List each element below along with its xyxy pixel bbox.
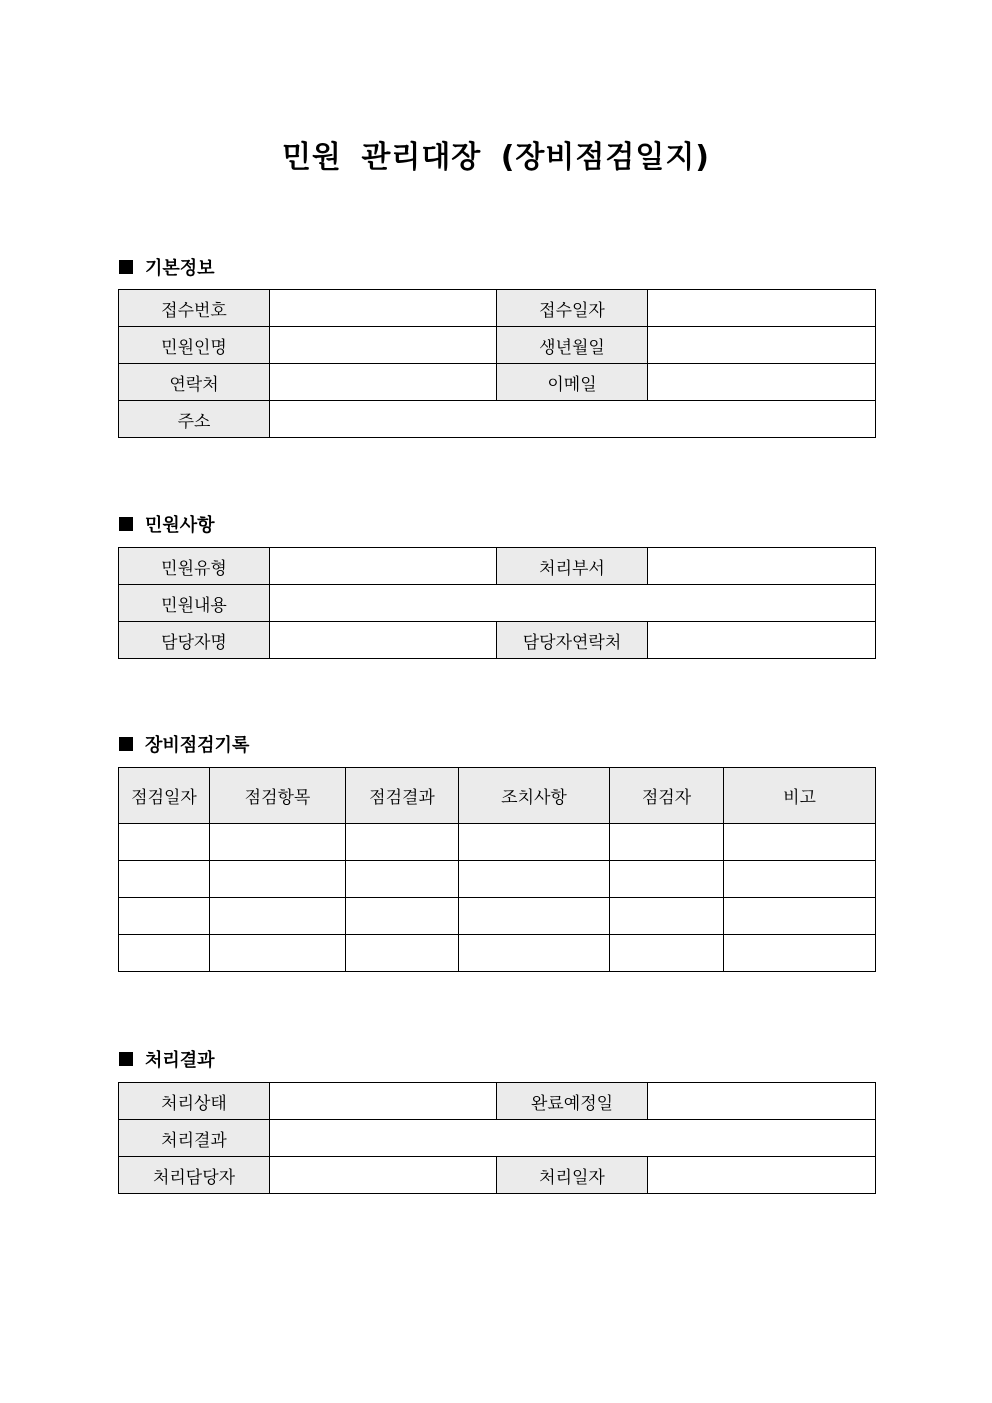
- section-heading-basic: [119, 254, 215, 280]
- due-date-field[interactable]: [648, 1083, 876, 1120]
- column-header: 점검결과: [346, 768, 459, 824]
- inspection-table: [118, 767, 876, 972]
- square-bullet-icon: [119, 260, 133, 274]
- dept-field[interactable]: [648, 548, 876, 585]
- receipt-no-label: 접수번호: [119, 290, 270, 327]
- table-cell[interactable]: [210, 935, 346, 972]
- manager-contact-field[interactable]: [648, 622, 876, 659]
- applicant-name-field[interactable]: [270, 327, 497, 364]
- handler-field[interactable]: [270, 1157, 497, 1194]
- birth-date-field[interactable]: [648, 327, 876, 364]
- table-cell[interactable]: [210, 898, 346, 935]
- basic-info-table: [118, 289, 876, 438]
- table-row: [119, 1120, 876, 1157]
- column-header: 점검자: [610, 768, 724, 824]
- table-cell[interactable]: [610, 861, 724, 898]
- section-title: 기본정보: [145, 258, 215, 279]
- birth-date-label: 생년월일: [497, 327, 648, 364]
- table-cell[interactable]: [210, 861, 346, 898]
- manager-contact-label: 담당자연락처: [497, 622, 648, 659]
- table-cell[interactable]: [724, 935, 876, 972]
- address-label: 주소: [119, 401, 270, 438]
- column-header: 비고: [724, 768, 876, 824]
- status-field[interactable]: [270, 1083, 497, 1120]
- table-cell[interactable]: [346, 935, 459, 972]
- table-cell[interactable]: [459, 935, 610, 972]
- complaint-type-field[interactable]: [270, 548, 497, 585]
- table-row: [119, 290, 876, 327]
- complaint-type-label: 민원유형: [119, 548, 270, 585]
- email-label: 이메일: [497, 364, 648, 401]
- table-row: [119, 622, 876, 659]
- square-bullet-icon: [119, 1052, 133, 1066]
- email-field[interactable]: [648, 364, 876, 401]
- column-header: 조치사항: [459, 768, 610, 824]
- column-header: 점검항목: [210, 768, 346, 824]
- table-cell[interactable]: [346, 824, 459, 861]
- table-cell[interactable]: [346, 898, 459, 935]
- receipt-no-field[interactable]: [270, 290, 497, 327]
- receipt-date-field[interactable]: [648, 290, 876, 327]
- table-cell[interactable]: [459, 824, 610, 861]
- table-cell[interactable]: [724, 898, 876, 935]
- table-row: [119, 364, 876, 401]
- result-table: [118, 1082, 876, 1194]
- table-cell[interactable]: [610, 898, 724, 935]
- table-row: [119, 548, 876, 585]
- status-label: 처리상태: [119, 1083, 270, 1120]
- square-bullet-icon: [119, 737, 133, 751]
- table-row: [119, 327, 876, 364]
- table-cell[interactable]: [119, 898, 210, 935]
- table-cell[interactable]: [724, 861, 876, 898]
- contact-field[interactable]: [270, 364, 497, 401]
- table-cell[interactable]: [610, 824, 724, 861]
- handler-label: 처리담당자: [119, 1157, 270, 1194]
- table-cell[interactable]: [610, 935, 724, 972]
- process-date-field[interactable]: [648, 1157, 876, 1194]
- table-row: [119, 824, 876, 861]
- section-heading-complaint: [119, 511, 215, 537]
- table-row: [119, 861, 876, 898]
- table-cell[interactable]: [119, 861, 210, 898]
- section-heading-result: [119, 1046, 215, 1072]
- applicant-name-label: 민원인명: [119, 327, 270, 364]
- receipt-date-label: 접수일자: [497, 290, 648, 327]
- page-title: 민원 관리대장 (장비점검일지): [281, 140, 711, 175]
- process-date-label: 처리일자: [497, 1157, 648, 1194]
- table-cell[interactable]: [459, 898, 610, 935]
- complaint-content-field[interactable]: [270, 585, 876, 622]
- table-row: [119, 898, 876, 935]
- manager-field[interactable]: [270, 622, 497, 659]
- table-row: [119, 1157, 876, 1194]
- address-field[interactable]: [270, 401, 876, 438]
- table-row: [119, 585, 876, 622]
- manager-label: 담당자명: [119, 622, 270, 659]
- table-cell[interactable]: [210, 824, 346, 861]
- result-field[interactable]: [270, 1120, 876, 1157]
- table-cell[interactable]: [724, 824, 876, 861]
- section-heading-inspection: [119, 731, 249, 757]
- table-row: [119, 401, 876, 438]
- column-header: 점검일자: [119, 768, 210, 824]
- table-header-row: [119, 768, 876, 824]
- section-title: 장비점검기록: [145, 735, 250, 756]
- table-cell[interactable]: [346, 861, 459, 898]
- table-cell[interactable]: [119, 935, 210, 972]
- complaint-content-label: 민원내용: [119, 585, 270, 622]
- complaint-table: [118, 547, 876, 659]
- table-cell[interactable]: [459, 861, 610, 898]
- table-row: [119, 1083, 876, 1120]
- table-row: [119, 935, 876, 972]
- dept-label: 처리부서: [497, 548, 648, 585]
- contact-label: 연락처: [119, 364, 270, 401]
- section-title: 민원사항: [145, 515, 215, 536]
- result-label: 처리결과: [119, 1120, 270, 1157]
- square-bullet-icon: [119, 517, 133, 531]
- due-date-label: 완료예정일: [497, 1083, 648, 1120]
- section-title: 처리결과: [145, 1050, 215, 1071]
- table-cell[interactable]: [119, 824, 210, 861]
